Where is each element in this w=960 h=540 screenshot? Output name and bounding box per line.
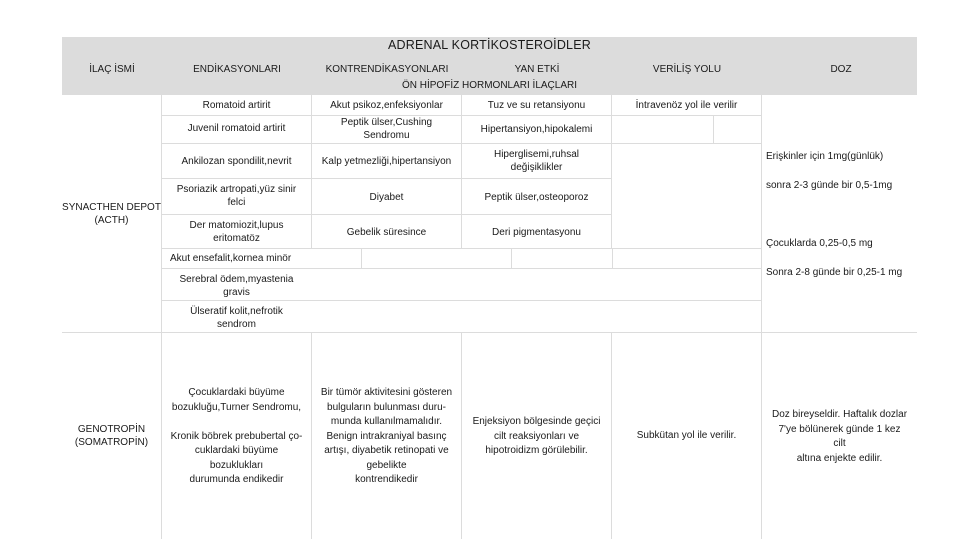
grid-empty-c [613,249,761,268]
dose-cell [762,95,917,332]
synacthen-name: SYNACTHEN DEPOT (ACTH) [62,202,161,226]
side-effect-item: Peptik ülser,osteoporoz [484,192,589,203]
genotropin-name: GENOTROPİN (SOMATROPİN) [74,424,149,448]
header-dose: DOZ [830,64,852,75]
dose-line: Sonra 2-8 günde bir 0,25-1 mg [766,267,903,278]
route-text: İntravenöz yol ile verilir [635,100,738,111]
genotropin-route: Subkütan yol ile verilir. [636,430,737,441]
table-subtitle: ÖN HİPOFİZ HORMONLARI İLAÇLARI [401,80,578,91]
header-side-effects: YAN ETKİ [514,64,560,75]
table-title: ADRENAL KORTİKOSTEROİDLER [388,38,591,52]
indication-item: Serebral ödem,myastenia gravis [179,274,294,298]
dose-line: Erişkinler için 1mg(günlük) [766,151,884,162]
route-empty-2 [714,116,761,143]
route-empty-1 [612,116,713,143]
side-effect-item: Deri pigmentasyonu [492,227,581,238]
contraindication-item: Peptik ülser,Cushing Sendromu [340,117,433,141]
indication-item: Ankilozan spondilit,nevrit [181,156,292,167]
indication-item: Der matomiozit,lupus eritomatöz [189,220,284,244]
indication-item: Psoriazik artropati,yüz sinir felci [176,184,297,208]
indication-item: Romatoid artirit [202,100,271,111]
genotropin-side-effects: Enjeksiyon bölgesinde geçici cilt reaksiyonları ve hipotroidizm görülebilir. [472,416,601,456]
indication-item: Ülseratif kolit,nefrotik sendrom [190,306,283,330]
header-drug: İLAÇ İSMİ [89,64,135,75]
contraindication-item: Akut psikoz,enfeksiyonlar [330,100,443,111]
contraindication-item: Kalp yetmezliği,hipertansiyon [321,156,452,167]
side-effect-item: Hiperglisemi,ruhsal değişiklikler [493,149,580,173]
side-effect-item: Hipertansiyon,hipokalemi [480,124,593,135]
header-route: VERİLİŞ YOLU [652,64,722,75]
genotropin-contraindications: Bir tümör aktivitesini gösteren bulguların bulunması duru- munda kullanılmamalıdır. Benign intrakraniyal basınç artışı, diyabetik retinopati ve gebelikte kontrendikedir [320,387,453,485]
contraindication-item: Gebelik süresince [346,227,427,238]
genotropin-indications: Çocuklardaki büyüme bozukluğu,Turner Sendromu, Kronik böbrek prebubertal ço- cuklardaki büyüme bozuklukları durumunda endikedir [170,387,303,485]
grid-empty-a [362,249,511,268]
genotropin-dose: Doz bireyseldir. Haftalık dozlar 7'ye bölünerek günde 1 kez cilt altına enjekte edilir. [771,409,908,464]
header-indications: ENDİKASYONLARI [193,64,281,75]
indication-item: Akut ensefalit,kornea minör [170,253,292,264]
dose-line: Çocuklarda 0,25-0,5 mg [766,238,873,249]
indication-item: Juvenil romatoid artirit [187,123,286,134]
route-empty-3 [612,144,761,248]
contraindication-item: Diyabet [369,192,404,203]
grid-empty-b [512,249,612,268]
dose-line: sonra 2-3 günde bir 0,5-1mg [766,180,893,191]
header-contra: KONTRENDİKASYONLARI [325,64,449,75]
side-effect-item: Tuz ve su retansiyonu [487,100,586,111]
